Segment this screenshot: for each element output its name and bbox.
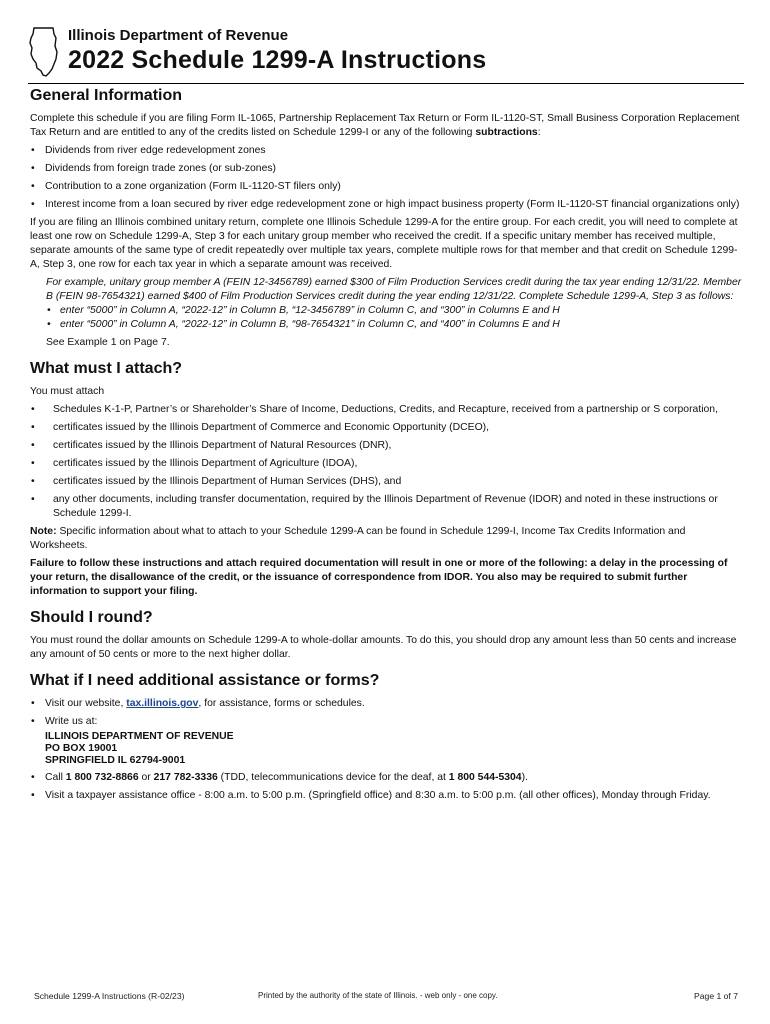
- list-item: • Call 1 800 732-8866 or 217 782-3336 (TDD, telecommunications device for the deaf, at 1 800 544-5304).: [30, 771, 742, 785]
- assistance-heading: What if I need additional assistance or forms?: [30, 672, 380, 689]
- attach-heading: What must I attach?: [30, 360, 183, 377]
- page-number: Page 1 of 7: [694, 991, 738, 1001]
- website-link[interactable]: tax.illinois.gov: [126, 698, 199, 709]
- phone-number: 1 800 732-8866: [65, 772, 139, 783]
- footer-printed: Printed by the authority of the state of Illinois. - web only - one copy.: [258, 991, 498, 1000]
- list-item: • certificates issued by the Illinois Department of Commerce and Economic Opportunity (DCEO),: [30, 421, 742, 435]
- phone-number: 217 782-3336: [153, 772, 218, 783]
- list-item: • certificates issued by the Illinois Department of Human Services (DHS), and: [30, 475, 742, 489]
- assistance-list: [30, 697, 742, 729]
- list-item: • enter “5000” in Column A, “2022-12” in Column B, “12-3456789” in Column C, and “300” in Columns E and H: [46, 304, 742, 318]
- list-item: • certificates issued by the Illinois Department of Natural Resources (DNR),: [30, 439, 742, 453]
- page-title: 2022 Schedule 1299-A Instructions: [68, 46, 487, 74]
- attach-warning: Failure to follow these instructions and attach required documentation will result in one or more of the following: a delay in the processing of your return, the disallowance of the credit, or the issuance of correspondence from IDOR. You also may be required to submit further information to support your filing.: [30, 558, 728, 597]
- list-item: • Write us at:: [30, 715, 742, 729]
- list-item: • enter “5000” in Column A, “2022-12” in Column B, “98-7654321” in Column C, and “400” in Columns E and H: [46, 318, 742, 332]
- list-item: • Interest income from a loan secured by river edge redevelopment zone or high impact business property (Form IL-1120-ST financial organizations only): [30, 198, 742, 212]
- subtractions-list: [30, 144, 742, 212]
- mailing-address: ILLINOIS DEPARTMENT OF REVENUE PO BOX 19001 SPRINGFIELD IL 62794-9001: [45, 731, 234, 766]
- list-item: • any other documents, including transfer documentation, required by the Illinois Department of Revenue (IDOR) and noted in these instructions or Schedule 1299-I.: [30, 493, 742, 521]
- round-heading: Should I round?: [30, 609, 153, 626]
- attach-note: Note: Specific information about what to attach to your Schedule 1299-A can be found in Schedule 1299-I, Income Tax Credits Information and Worksheets.: [30, 526, 686, 551]
- general-info-heading: General Information: [30, 87, 183, 104]
- list-item: • Contribution to a zone organization (Form IL-1120-ST filers only): [30, 180, 742, 194]
- header-rule: [28, 83, 744, 84]
- list-item: • Visit our website, tax.illinois.gov, for assistance, forms or schedules.: [30, 697, 742, 711]
- list-item: • Visit a taxpayer assistance office - 8:00 a.m. to 5:00 p.m. (Springfield office) and 8:30 a.m. to 5:00 p.m. (all other offices), Monday through Friday.: [30, 789, 742, 803]
- general-intro: Complete this schedule if you are filing Form IL-1065, Partnership Replacement Tax Return or Form IL-1120-ST, Small Business Corporation Replacement Tax Return and are entitled to any of the credits listed on Schedule 1299-I or any of the following subtractions:: [30, 113, 740, 138]
- example-text: For example, unitary group member A (FEIN 12-3456789) earned $300 of Film Production Services credit during the tax year ending 12/31/22. Member B (FEIN 98-7654321) earned $400 of Film Production Services credit during the year ending 12/31/22. Complete Schedule 1299-A, Step 3 as follows:: [46, 277, 742, 302]
- tdd-number: 1 800 544-5304: [448, 772, 522, 783]
- round-text: You must round the dollar amounts on Schedule 1299-A to whole-dollar amounts. To do this, you should drop any amount less than 50 cents and increase any amount of 50 cents or more to the next higher dollar.: [30, 635, 737, 660]
- list-item: • Dividends from river edge redevelopment zones: [30, 144, 742, 158]
- attach-lead: You must attach: [30, 386, 105, 397]
- list-item: • certificates issued by the Illinois Department of Agriculture (IDOA),: [30, 457, 742, 471]
- list-item: • Schedules K-1-P, Partner’s or Shareholder’s Share of Income, Deductions, Credits, and Recapture, received from a partnership or S corporation,: [30, 403, 742, 417]
- list-item: • Dividends from foreign trade zones (or sub-zones): [30, 162, 742, 176]
- unitary-paragraph: If you are filing an Illinois combined unitary return, complete one Illinois Schedule 1299-A for the entire group. For each credit, you will need to complete at least one row on Schedule 1299-A, Step 3 for each unitary group member who received the credit. If a specific unitary member has received multiple, separate amounts of the same type of credit repeatedly over multiple tax years, complete multiple rows for that member and that credit on Schedule 1299-A, Step 3, one row for each tax year in which a separate amount was received.: [30, 217, 738, 270]
- attach-list: [30, 403, 742, 521]
- department-name: Illinois Department of Revenue: [68, 27, 289, 44]
- footer-form-id: Schedule 1299-A Instructions (R-02/23): [34, 991, 185, 1001]
- example-block: [30, 276, 742, 350]
- see-example: See Example 1 on Page 7.: [46, 337, 170, 348]
- document-body: [30, 86, 742, 807]
- illinois-state-outline-logo: [28, 26, 60, 78]
